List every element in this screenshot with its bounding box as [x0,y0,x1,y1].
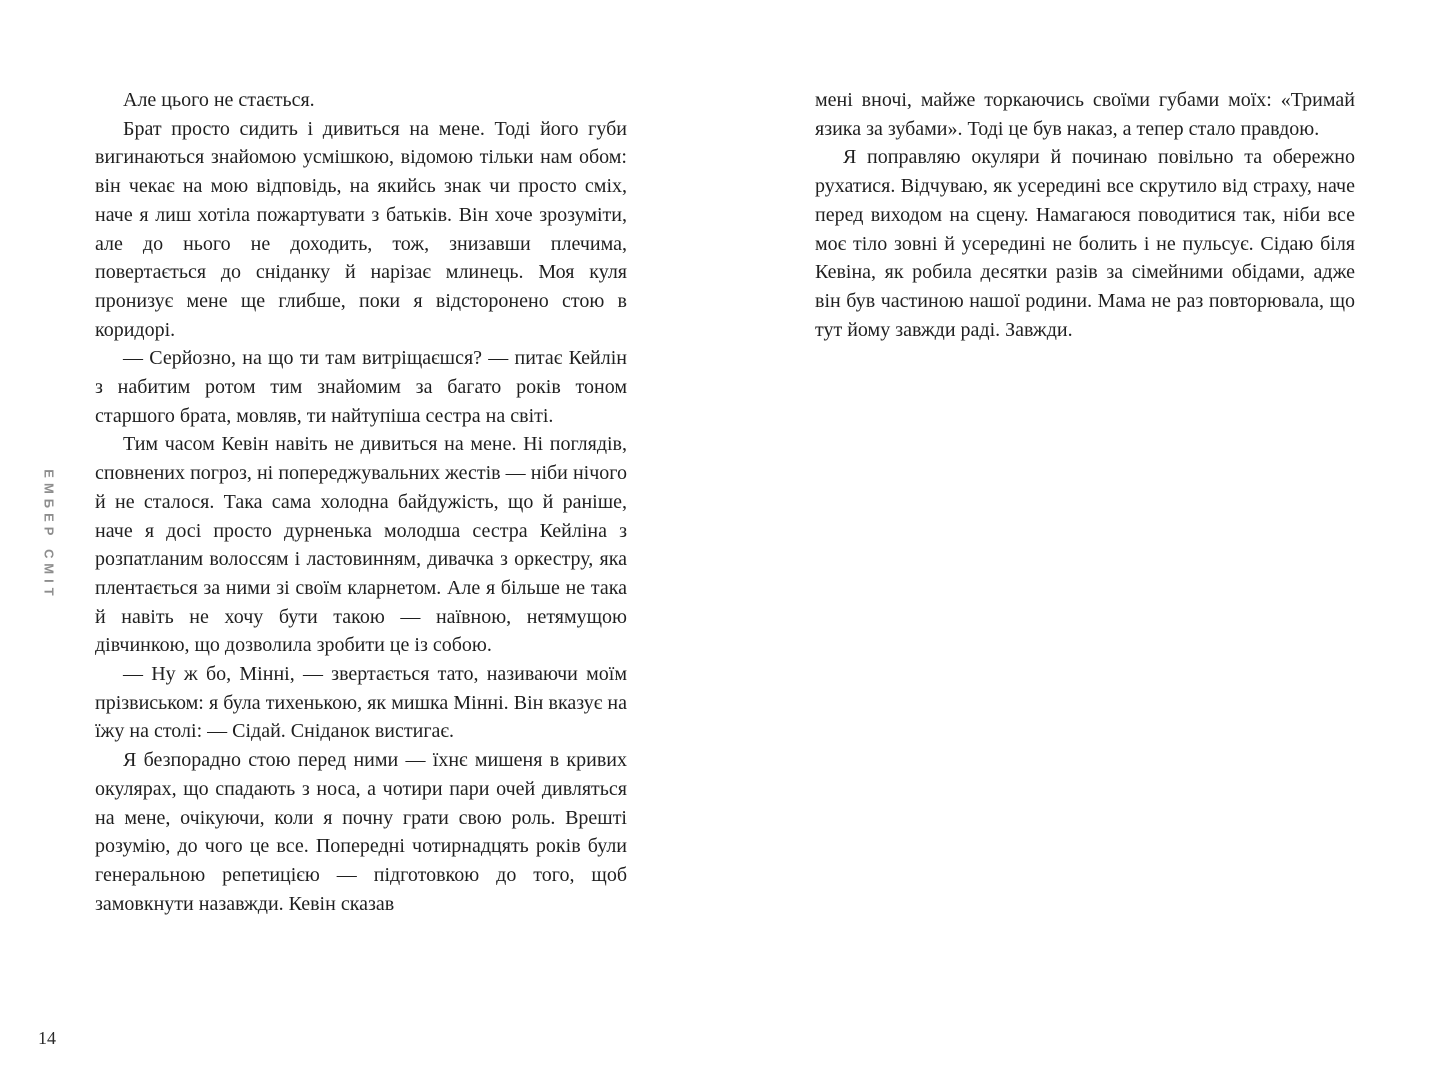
paragraph: — Ну ж бо, Мінні, — звертається тато, називаючи моїм прізвиськом: я була тихенькою, як мишка Мінні. Він вказує на їжу на столі: — Сідай. Сніданок вистигає. [95,663,627,743]
running-title-author: ЕМБЕР СМІТ [41,469,57,601]
paragraph: Я безпорадно стою перед ними — їхнє мишеня в кривих окулярах, що спадають з носа, а чотири пари очей дивляться на мене, очікуючи, коли я почну грати свою роль. Врешті розумію, до чого це все. Попередні чотирнадцять років були генеральною репетицією — підготовкою до того, щоб замовкнути назавжди. Кевін сказав [95,749,627,915]
page-number: 14 [38,1028,56,1048]
paragraph: — Серйозно, на що ти там витріщаєшся? — питає Кейлін з набитим ротом тим знайомим за багато років тоном старшого брата, мовляв, ти найтупіша сестра на світі. [95,347,627,427]
paragraph: Я поправляю окуляри й починаю повільно та обережно рухатися. Відчуваю, як усередині все скрутило від страху, наче перед виходом на сцену. Намагаюся поводитися так, ніби все моє тіло зовні й усередині не болить і не пульсує. Сідаю біля Кевіна, як робила десятки разів за сімейними обідами, адже він був частиною нашої родини. Мама не раз повторювала, що тут йому завжди раді. Завжди. [815,146,1355,341]
paragraph: Брат просто сидить і дивиться на мене. Тоді його губи вигинаються знайомою усмішкою, відомою тільки нам обом: він чекає на мою відповідь, на якийсь знак чи просто сміх, наче я лиш хотіла пожартувати з батьків. Він хоче зрозуміти, але до нього не доходить, тож, знизавши плечима, повертається до сніданку й нарізає млинець. Моя куля пронизує мене ще глибше, поки я відсторонено стою в коридорі. [95,117,627,341]
paragraph: мені вночі, майже торкаючись своїми губами моїх: «Тримай язика за зубами». Тоді це був наказ, а тепер стало правдою. [815,89,1355,140]
paragraph: Тим часом Кевін навіть не дивиться на мене. Ні поглядів, сповнених погроз, ні попереджувальних жестів — ніби нічого й не сталося. Така сама холодна байдужість, що й раніше, наче я досі просто дурненька молодша сестра Кейліна з розпатланим волоссям і ластовинням, дивачка з оркестру, яка плентається за ними зі своїм кларнетом. Але я більше не така й навіть не хочу бути такою — наївною, нетямущою дівчинкою, що дозволила зробити це із собою. [95,433,627,657]
paragraph: Але цього не стається. [123,89,315,111]
text-column-left [95,86,627,918]
text-column-right [815,86,1355,344]
